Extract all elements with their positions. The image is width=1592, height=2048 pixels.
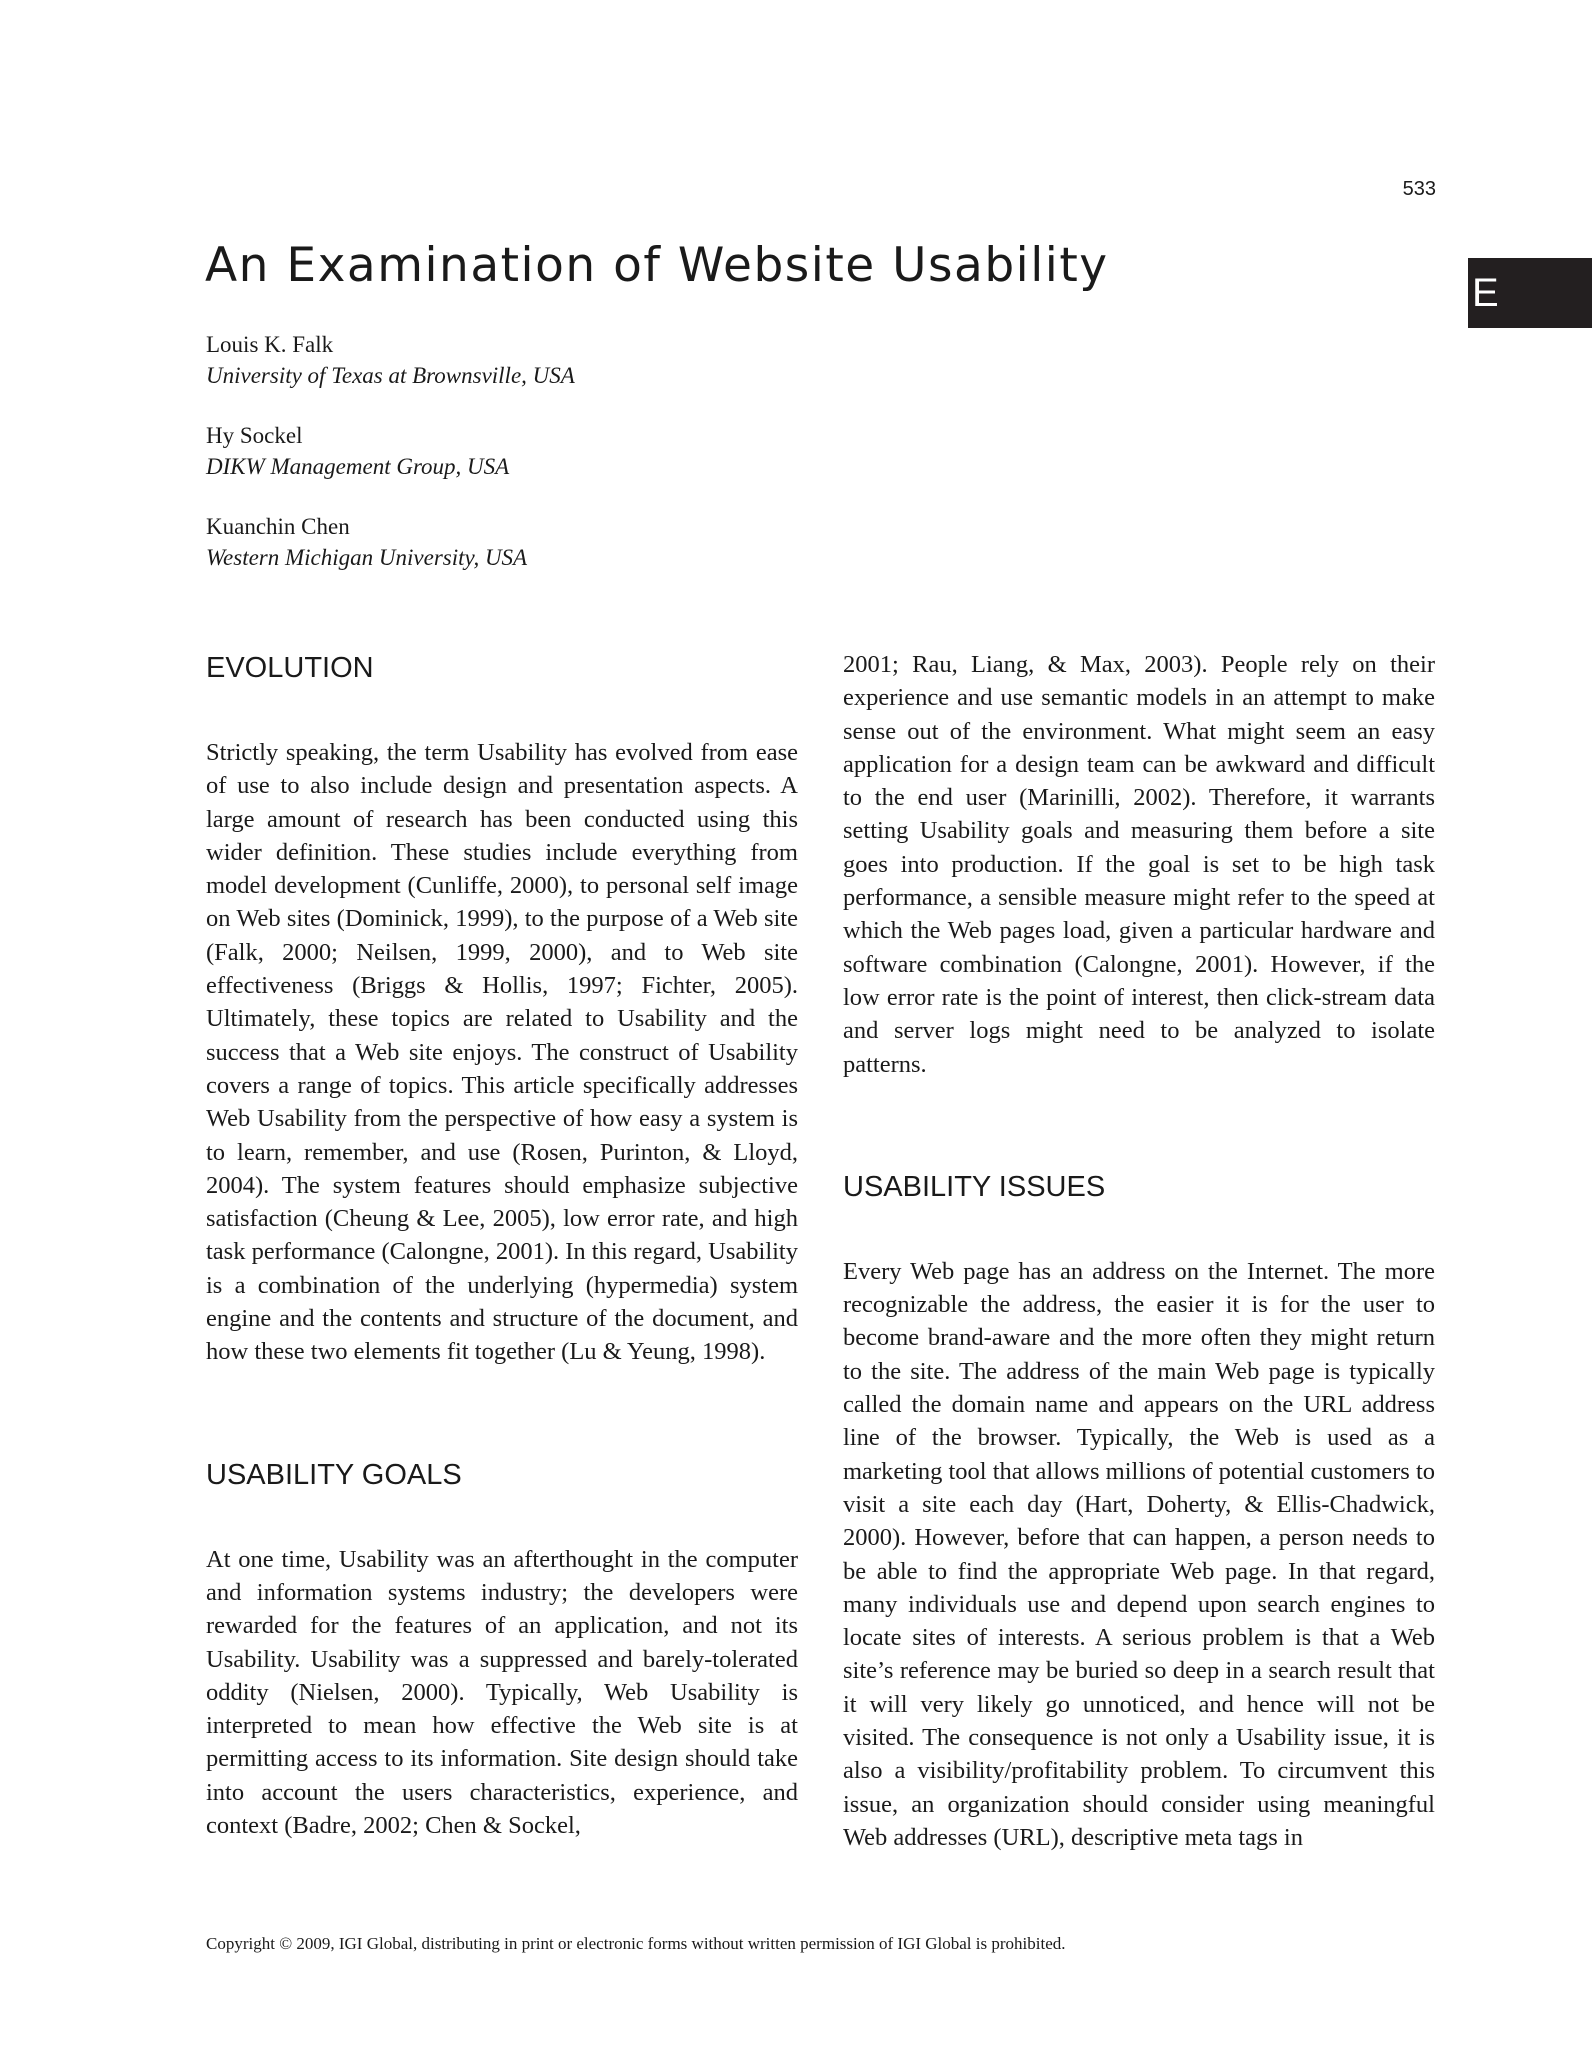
section-body-usability-goals: At one time, Usability was an afterthought in the computer and information systems industry; the developers were rewarded for the features of an application, and not its Usability. Usability was a suppressed and barely-tolerated oddity (Nielsen, 2000). Typically, Web Usability is interpreted to mean how effective the Web site is at permitting access to its information. Site design should take into account the users characteristics, experience, and context (Badre, 2002; Chen & Sockel, (206, 1545, 798, 1840)
author-list (206, 329, 575, 602)
article-title: An Examination of Website Usability (205, 238, 1109, 293)
section-heading-evolution: EVOLUTION (206, 652, 374, 684)
section-heading-usability-goals: USABILITY GOALS (206, 1458, 462, 1491)
author-name: Kuanchin Chen (206, 514, 350, 539)
section-body-continuation: 2001; Rau, Liang, & Max, 2003). People rely on their experience and use semantic models in an attempt to make sense out of the environment. What might seem an easy application for a design team can be awkward and difficult to the end user (Marinilli, 2002). Therefore, it warrants setting Usability goals and measuring them before a site goes into production. If the goal is set to be high task performance, a sensible measure might refer to the speed at which the Web pages load, given a particular hardware and software combination (Calongne, 2001). However, if the low error rate is the point of interest, then click-stream data and server logs might need to be analyzed to isolate patterns. (843, 651, 1435, 1078)
author-block (206, 420, 575, 482)
author-affiliation: University of Texas at Brownsville, USA (206, 363, 575, 388)
section-heading-usability-issues: USABILITY ISSUES (843, 1170, 1106, 1203)
section-body-usability-issues: Every Web page has an address on the Internet. The more recognizable the address, the easier it is for the user to become brand-aware and the more often they might return to the site. The address of the main Web page is typically called the domain name and appears on the URL address line of the browser. Typically, the Web is used as a marketing tool that allows millions of potential customers to visit a site each day (Hart, Doherty, & Ellis-Chadwick, 2000). However, before that can happen, a person needs to be able to find the appropriate Web page. In that regard, many individuals use and depend upon search engines to locate sites of interests. A serious problem is that a Web site’s reference may be buried so deep in a search result that it will very likely go unnoticed, and hence will not be visited. The consequence is not only a Usability issue, it is also a visibility/profitability problem. To circumvent this issue, an organization should consider using meaningful Web addresses (URL), descriptive meta tags in (843, 1257, 1435, 1851)
author-block (206, 511, 575, 573)
author-name: Hy Sockel (206, 423, 303, 448)
page-number: 533 (1402, 178, 1436, 200)
author-block (206, 329, 575, 391)
right-column (843, 648, 1435, 1854)
copyright-footer: Copyright © 2009, IGI Global, distributing in print or electronic forms without written permission of IGI Global is prohibited. (206, 1934, 1066, 1953)
author-affiliation: Western Michigan University, USA (206, 545, 528, 570)
section-tab: E (1468, 258, 1592, 328)
left-column (206, 648, 798, 1842)
author-affiliation: DIKW Management Group, USA (206, 454, 510, 479)
author-name: Louis K. Falk (206, 332, 334, 357)
section-body-evolution: Strictly speaking, the term Usability has evolved from ease of use to also include design and presentation aspects. A large amount of research has been conducted using this wider definition. These studies include everything from model development (Cunliffe, 2000), to personal self image on Web sites (Dominick, 1999), to the purpose of a Web site (Falk, 2000; Neilsen, 1999, 2000), and to Web site effectiveness (Briggs & Hollis, 1997; Fichter, 2005). Ultimately, these topics are related to Usability and the success that a Web site enjoys. The construct of Usability covers a range of topics. This article specifically addresses Web Usability from the perspective of how easy a system is to learn, remember, and use (Rosen, Purinton, & Lloyd, 2004). The system features should emphasize subjective satisfaction (Cheung & Lee, 2005), low error rate, and high task performance (Calongne, 2001). In this regard, Usability is a combination of the underlying (hypermedia) system engine and the contents and structure of the document, and how these two elements fit together (Lu & Yeung, 1998). (206, 739, 798, 1366)
